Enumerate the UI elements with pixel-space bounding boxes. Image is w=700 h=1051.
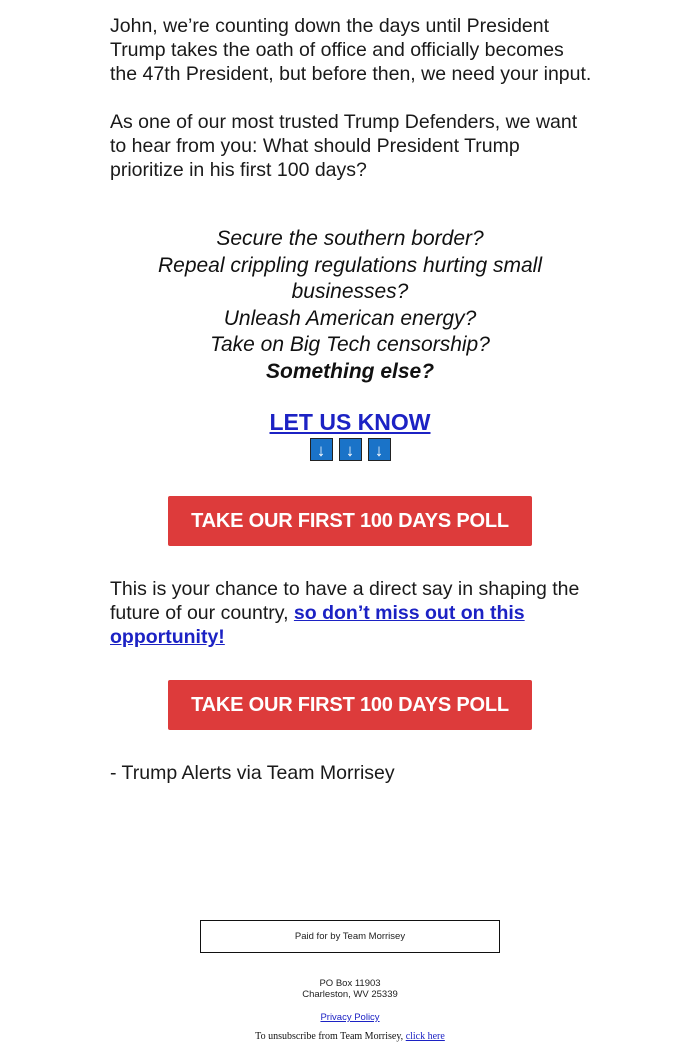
opportunity-link[interactable]: so don’t miss out on this opportunity! <box>110 602 525 648</box>
arrow-down-icon: ↓ <box>339 438 362 461</box>
let-us-know-container <box>0 409 700 436</box>
priorities-list <box>100 226 600 385</box>
priority-item: Take on Big Tech censorship? <box>210 333 490 356</box>
poll-button-2[interactable]: TAKE OUR FIRST 100 DAYS POLL <box>168 680 532 730</box>
priority-item: Unleash American energy? <box>223 306 477 330</box>
chance-text: This is your chance to have a direct say in shaping the future of our country, <box>110 578 580 624</box>
let-us-know-link[interactable]: LET US KNOW <box>269 409 431 435</box>
unsubscribe-text: To unsubscribe from Team Morrisey, <box>255 1031 406 1042</box>
unsubscribe-line <box>0 1031 700 1042</box>
privacy-policy-link[interactable]: Privacy Policy <box>320 1012 380 1023</box>
priority-item-something-else: Something else? <box>265 359 435 383</box>
poll-button-1[interactable]: TAKE OUR FIRST 100 DAYS POLL <box>168 496 532 546</box>
priority-item: Repeal crippling regulations hurting small businesses? <box>157 253 543 303</box>
intro-paragraph-1: John, we’re counting down the days until President Trump takes the oath of office and officially becomes the 47th President, but before then, we need your input. <box>110 15 592 85</box>
intro-paragraph-2: As one of our most trusted Trump Defenders, we want to hear from you: What should President Trump prioritize in his first 100 days? <box>110 111 578 181</box>
paid-for-box: Paid for by Team Morrisey <box>200 920 500 953</box>
priority-item: Secure the southern border? <box>216 227 484 250</box>
signoff: - Trump Alerts via Team Morrisey <box>110 762 395 784</box>
email-body <box>110 14 594 182</box>
unsubscribe-link[interactable]: click here <box>405 1031 445 1042</box>
arrow-row <box>0 438 700 461</box>
address-line-2: Charleston, WV 25339 <box>302 989 398 1000</box>
address-line-1: PO Box 11903 <box>319 978 381 989</box>
chance-paragraph <box>110 577 594 649</box>
address-block <box>0 978 700 1000</box>
privacy-container <box>0 1012 700 1023</box>
arrow-down-icon: ↓ <box>310 438 333 461</box>
arrow-down-icon: ↓ <box>368 438 391 461</box>
